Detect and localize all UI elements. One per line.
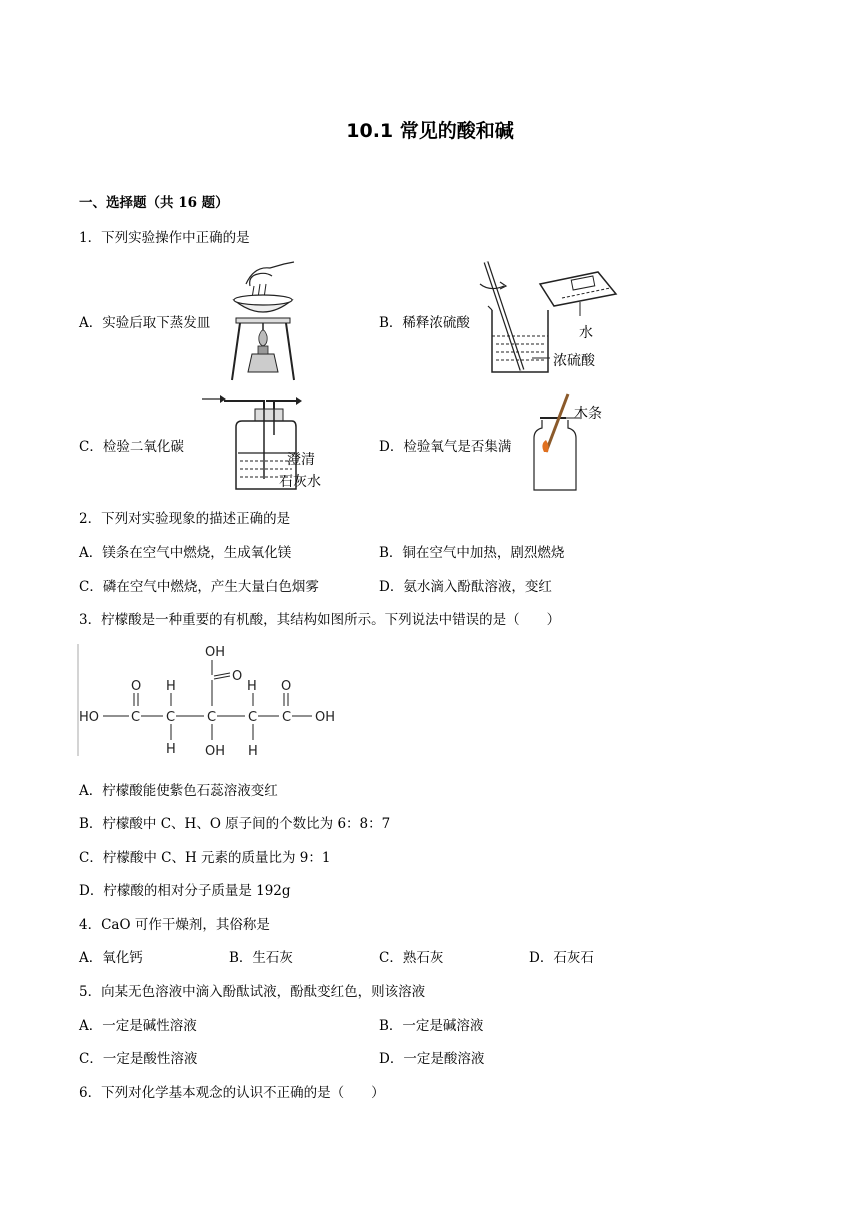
atom-left-o: O (131, 679, 142, 694)
atom-right-o: O (281, 679, 292, 694)
label-limewater: 石灰水 (279, 474, 321, 490)
q5-option-c: C．一定是酸性溶液 (79, 1051, 198, 1067)
atom-bottom-h2: H (248, 744, 258, 759)
page-title: 10.1 常见的酸和碱 (346, 120, 514, 142)
section-heading: 一、选择题（共 16 题） (79, 195, 229, 211)
q5-option-b: B．一定是碱溶液 (379, 1018, 484, 1034)
q2-option-c: C．磷在空气中燃烧，产生大量白色烟雾 (79, 579, 319, 595)
question-6-stem: 6．下列对化学基本观念的认识不正确的是（ ） (79, 1085, 385, 1101)
q1-option-c: C．检验二氧化碳 (79, 439, 184, 455)
label-concentrated-acid: 浓硫酸 (553, 353, 595, 369)
atom-left-h: H (166, 679, 176, 694)
q1-option-d: D．检验氧气是否集满 (379, 439, 512, 455)
evaporating-dish-figure (228, 256, 298, 384)
citric-acid-structure (77, 640, 352, 760)
q1-option-a: A．实验后取下蒸发皿 (79, 315, 211, 331)
q3-option-b: B．柠檬酸中 C、H、O 原子间的个数比为 6：8：7 (79, 816, 391, 832)
question-5-stem: 5．向某无色溶液中滴入酚酞试液，酚酞变红色，则该溶液 (79, 984, 426, 1000)
q1-option-b: B．稀释浓硫酸 (379, 315, 470, 331)
q2-option-a: A．镁条在空气中燃烧，生成氧化镁 (79, 545, 292, 561)
atom-c2: C (166, 710, 176, 725)
question-4-stem: 4．CaO 可作干燥剂，其俗称是 (79, 917, 270, 933)
dilute-acid-figure (478, 258, 623, 380)
q3-option-c: C．柠檬酸中 C、H 元素的质量比为 9：1 (79, 850, 331, 866)
atom-left-ho: HO (79, 710, 100, 725)
atom-bottom-oh: OH (205, 744, 226, 759)
question-2-stem: 2．下列对实验现象的描述正确的是 (79, 511, 291, 527)
label-water: 水 (579, 325, 593, 341)
label-clear: 澄清 (287, 452, 315, 468)
question-3-stem: 3．柠檬酸是一种重要的有机酸，其结构如图所示。下列说法中错误的是（ ） (79, 612, 561, 628)
q4-option-c: C．熟石灰 (379, 950, 444, 966)
q3-option-d: D．柠檬酸的相对分子质量是 192g (79, 883, 291, 899)
q5-option-a: A．一定是碱性溶液 (79, 1018, 197, 1034)
q2-option-b: B．铜在空气中加热，剧烈燃烧 (379, 545, 565, 561)
q4-option-a: A．氧化钙 (79, 950, 143, 966)
atom-top-o: O (232, 669, 243, 684)
atom-c3: C (207, 710, 217, 725)
label-splint: 木条 (574, 406, 602, 422)
atom-top-oh: OH (205, 645, 226, 660)
atom-right-oh: OH (315, 710, 336, 725)
atom-c1: C (131, 710, 141, 725)
q5-option-d: D．一定是酸溶液 (379, 1051, 485, 1067)
atom-c5: C (282, 710, 292, 725)
q4-option-d: D．石灰石 (529, 950, 594, 966)
atom-right-h: H (247, 679, 257, 694)
atom-bottom-h1: H (166, 742, 176, 757)
q4-option-b: B．生石灰 (229, 950, 293, 966)
question-1-stem: 1．下列实验操作中正确的是 (79, 230, 250, 246)
q2-option-d: D．氨水滴入酚酞溶液，变红 (379, 579, 552, 595)
atom-c4: C (248, 710, 258, 725)
q3-option-a: A．柠檬酸能使紫色石蕊溶液变红 (79, 783, 278, 799)
